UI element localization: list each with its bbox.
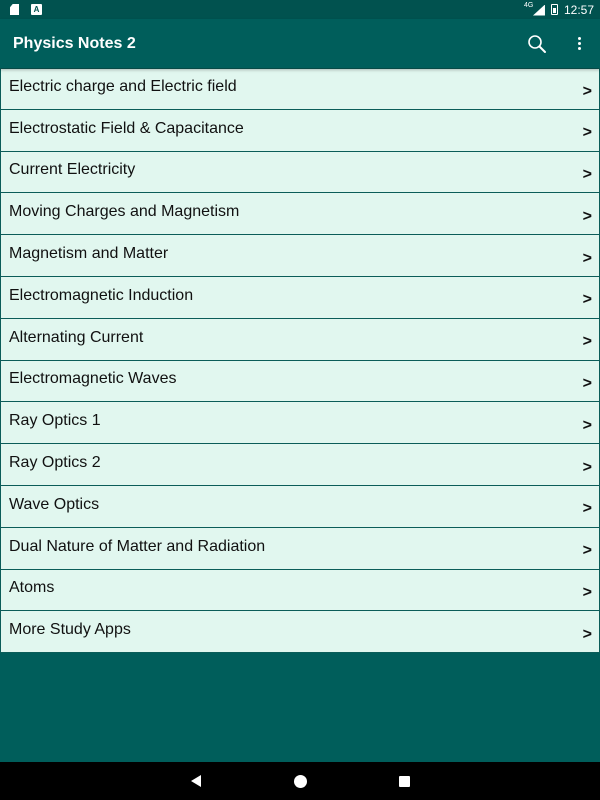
chevron-right-icon: > [582, 124, 592, 142]
status-bar-left [10, 4, 42, 15]
recents-icon [399, 776, 410, 787]
list-item[interactable] [0, 570, 600, 612]
clock: 12:57 [563, 2, 594, 17]
list-item-label: Current Electricity [9, 161, 136, 179]
chevron-right-icon: > [582, 249, 592, 267]
list-item[interactable] [0, 152, 600, 194]
list-item[interactable] [0, 68, 600, 110]
battery-icon [551, 4, 558, 15]
chevron-right-icon: > [582, 333, 592, 351]
back-icon [191, 775, 201, 787]
a-notification-icon: A [31, 4, 42, 15]
chevron-right-icon: > [582, 625, 592, 643]
status-bar [0, 0, 600, 19]
more-vert-icon [578, 37, 581, 50]
chevron-right-icon: > [582, 82, 592, 100]
list-item[interactable] [0, 402, 600, 444]
list-item[interactable] [0, 319, 600, 361]
cell-signal [523, 1, 545, 16]
chevron-right-icon: > [582, 500, 592, 518]
list-item-label: Wave Optics [9, 495, 100, 513]
app-title: Physics Notes 2 [13, 34, 136, 52]
list-item-label: Magnetism and Matter [9, 245, 169, 263]
list-item[interactable] [0, 235, 600, 277]
list-item-label: Alternating Current [9, 328, 144, 346]
chevron-right-icon: > [582, 165, 592, 183]
list-item-label: Ray Optics 1 [9, 412, 101, 430]
list-item-label: Electrostatic Field & Capacitance [9, 119, 244, 137]
topic-list [0, 68, 600, 653]
list-item-label: Electromagnetic Induction [9, 286, 194, 304]
list-item-label: Atoms [9, 579, 55, 597]
list-item-label: Electromagnetic Waves [9, 370, 177, 388]
home-icon [294, 775, 307, 788]
search-button[interactable] [519, 26, 555, 62]
list-item-label: Ray Optics 2 [9, 454, 101, 472]
app-bar [0, 19, 600, 68]
list-item[interactable] [0, 611, 600, 653]
recents-button[interactable] [392, 769, 416, 793]
status-bar-right [523, 1, 594, 17]
home-button[interactable] [288, 769, 312, 793]
chevron-right-icon: > [582, 207, 592, 225]
chevron-right-icon: > [582, 374, 592, 392]
chevron-right-icon: > [582, 458, 592, 476]
list-item[interactable] [0, 361, 600, 403]
navigation-bar [0, 762, 600, 800]
list-item-label: Electric charge and Electric field [9, 78, 237, 96]
chevron-right-icon: > [582, 291, 592, 309]
chevron-right-icon: > [582, 542, 592, 560]
more-options-button[interactable] [561, 26, 597, 62]
list-item[interactable] [0, 110, 600, 152]
list-item-label: More Study Apps [9, 621, 131, 639]
list-item[interactable] [0, 528, 600, 570]
search-icon [527, 34, 547, 54]
list-item[interactable] [0, 193, 600, 235]
list-item-label: Moving Charges and Magnetism [9, 203, 240, 221]
signal-icon [533, 5, 545, 16]
network-type: 4G [523, 1, 534, 9]
chevron-right-icon: > [582, 583, 592, 601]
list-item[interactable] [0, 277, 600, 319]
sd-card-icon [10, 4, 19, 15]
list-item-label: Dual Nature of Matter and Radiation [9, 537, 266, 555]
list-item[interactable] [0, 486, 600, 528]
back-button[interactable] [184, 769, 208, 793]
chevron-right-icon: > [582, 416, 592, 434]
list-item[interactable] [0, 444, 600, 486]
